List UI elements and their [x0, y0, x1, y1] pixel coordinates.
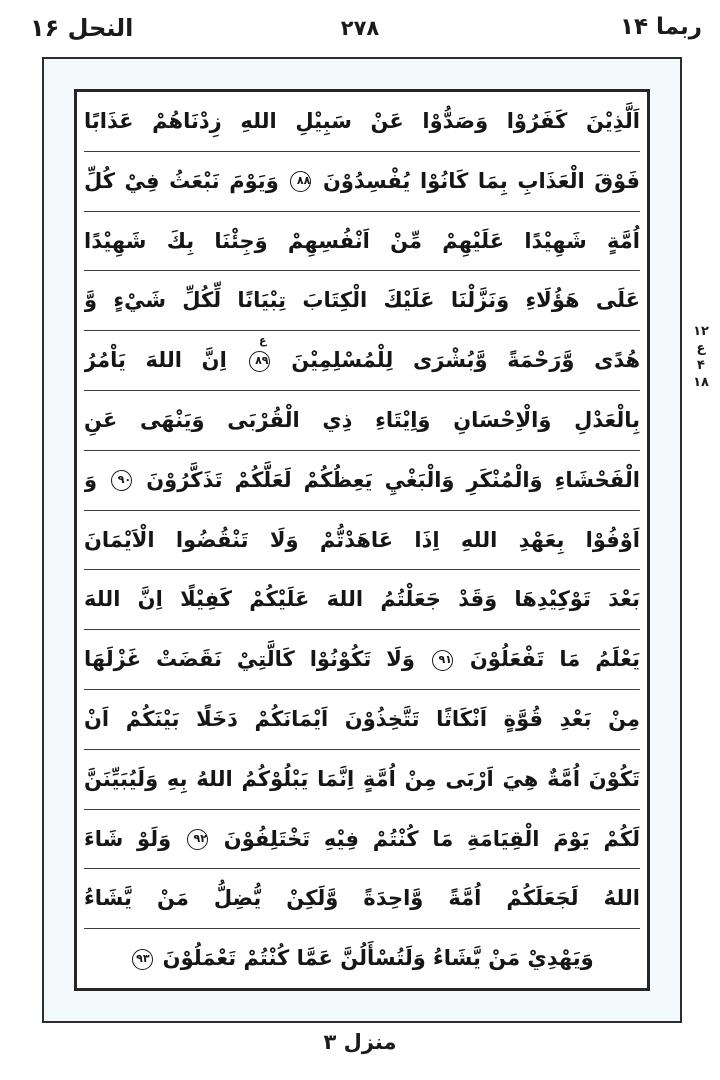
- ayah-number-marker: ۹۲: [187, 829, 208, 850]
- ruku-in-surah: ۱۲: [693, 324, 709, 339]
- ain-icon: ع: [696, 340, 706, 356]
- manzil-label: منزل ۳: [323, 1030, 397, 1054]
- quran-line: [84, 331, 640, 391]
- verse-text: وَلَوْ شَاءَ: [84, 826, 172, 851]
- ayat-in-ruku: ۴: [697, 357, 705, 373]
- page-number: ۲۷۸: [340, 16, 380, 40]
- text-frame: [74, 89, 650, 991]
- ruku-margin-marker: [686, 324, 716, 392]
- verse-text: فَوْقَ الْعَذَابِ بِمَا كَانُوْا يُفْسِدُوْنَ: [322, 168, 640, 193]
- verse-text: لَكُمْ يَوْمَ الْقِيَامَةِ مَا كُنْتُمْ فِيْهِ تَخْتَلِفُوْنَ: [223, 826, 640, 851]
- quran-line: [84, 810, 640, 870]
- quran-line: [84, 391, 640, 451]
- verse-text: يَعْلَمُ مَا تَفْعَلُوْنَ: [469, 647, 640, 672]
- quran-line: [84, 929, 640, 989]
- verse-text: وَيَوْمَ نَبْعَثُ فِيْ كُلِّ: [84, 168, 279, 193]
- quran-line: [84, 212, 640, 272]
- quran-line: [84, 869, 640, 929]
- quran-line: [84, 750, 640, 810]
- ayah-number-marker: ۹۳: [132, 949, 153, 970]
- verse-text: اَلَّذِيْنَ كَفَرُوْا وَصَدُّوْا عَنْ سَبِيْلِ اللهِ زِدْنَاهُمْ عَذَابًا: [84, 109, 640, 133]
- juz-label: ربما ۱۴: [619, 14, 702, 40]
- quran-text-area: [77, 92, 647, 988]
- quran-line: [84, 570, 640, 630]
- verse-text: اِنَّ اللهَ يَاْمُرُ: [84, 348, 227, 373]
- quran-line: [84, 690, 640, 750]
- verse-text: اَوْفُوْا بِعَهْدِ اللهِ اِذَا عَاهَدْتُّمْ وَلَا تَنْقُضُوا الْاَيْمَانَ: [84, 527, 640, 552]
- verse-text: وَ: [84, 467, 98, 492]
- verse-text: تَكُوْنَ اُمَّةٌ هِيَ اَرْبَى مِنْ اُمَّةٍ اِنَّمَا يَبْلُوْكُمُ اللهُ بِهِ وَلَيُبَيِّنَنَّ: [84, 766, 640, 791]
- ruku-in-juz: ۱۸: [693, 374, 709, 390]
- quran-line: [84, 271, 640, 331]
- ayah-number-marker: ۸۸: [290, 171, 311, 192]
- surah-label: النحل ۱۶: [30, 14, 134, 42]
- quran-line: [84, 152, 640, 212]
- verse-text: اللهُ لَجَعَلَكُمْ اُمَّةً وَّاحِدَةً وَّلَكِنْ يُّضِلُّ مَنْ يَّشَاءُ: [84, 886, 640, 911]
- verse-text: الْفَحْشَاءِ وَالْمُنْكَرِ وَالْبَغْيِ يَعِظُكُمْ لَعَلَّكُمْ تَذَكَّرُوْنَ: [146, 467, 640, 492]
- ayah-number-marker: ۹۱: [432, 650, 453, 671]
- quran-line: [84, 630, 640, 690]
- quran-line: [84, 451, 640, 511]
- verse-text: هُدًى وَّرَحْمَةً وَّبُشْرَى لِلْمُسْلِمِيْنَ: [291, 348, 640, 373]
- verse-text: اُمَّةٍ شَهِيْدًا عَلَيْهِمْ مِّنْ اَنْفُسِهِمْ وَجِئْنَا بِكَ شَهِيْدًا: [84, 228, 640, 253]
- verse-text: وَلَا تَكُوْنُوْا كَالَّتِيْ نَقَضَتْ غَزْلَهَا: [84, 647, 415, 672]
- verse-text: بِالْعَدْلِ وَالْاِحْسَانِ وَاِيْتَاءِ ذِي الْقُرْبَى وَيَنْهَى عَنِ: [84, 407, 640, 432]
- page-header: [0, 6, 720, 50]
- verse-text: بَعْدَ تَوْكِيْدِهَا وَقَدْ جَعَلْتُمُ اللهَ عَلَيْكُمْ كَفِيْلًا اِنَّ اللهَ: [84, 587, 640, 612]
- ayah-number-marker: ۸۹ ع: [249, 351, 270, 372]
- ayah-number-marker: ۹۰: [111, 470, 132, 491]
- quran-line: [84, 92, 640, 152]
- ruku-ain-icon: ع: [258, 333, 267, 347]
- verse-text: عَلَى هَؤُلَاءِ وَنَزَّلْنَا عَلَيْكَ الْكِتَابَ تِبْيَانًا لِّكُلِّ شَيْءٍ وَّ: [84, 288, 640, 313]
- quran-line: [84, 511, 640, 571]
- verse-text: مِنْ بَعْدِ قُوَّةٍ اَنْكَاثًا تَتَّخِذُوْنَ اَيْمَانَكُمْ دَخَلًا بَيْنَكُمْ اَنْ: [84, 706, 640, 731]
- verse-text: وَيَهْدِيْ مَنْ يَّشَاءُ وَلَتُسْأَلُنَّ عَمَّا كُنْتُمْ تَعْمَلُوْنَ: [162, 946, 594, 971]
- decorative-frame: [42, 57, 682, 1023]
